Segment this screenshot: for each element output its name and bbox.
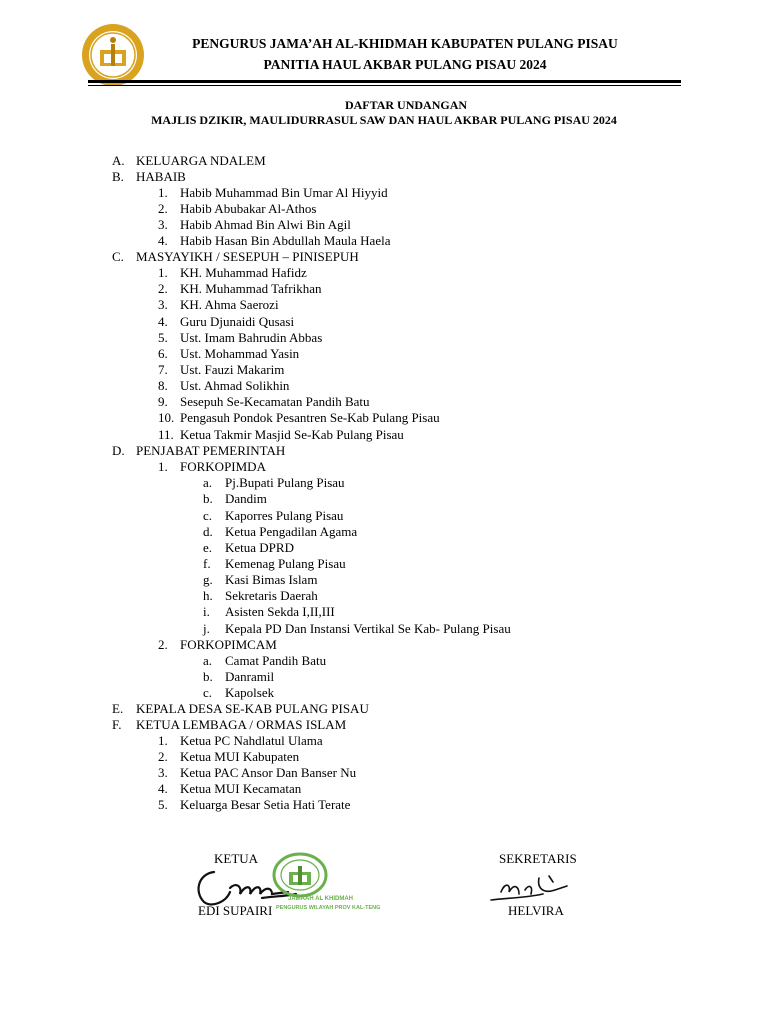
chairman-role: KETUA xyxy=(214,851,259,866)
document-subtitle: MAJLIS DZIKIR, MAULIDURRASUL SAW DAN HAUL AKBAR PULANG PISAU 2024 xyxy=(151,113,617,127)
handwritten-signature-icon xyxy=(485,868,571,908)
secretary-role: SEKRETARIS xyxy=(499,851,577,866)
stamp-text-bottom: PENGURUS WILAYAH PROV KAL-TENG xyxy=(276,905,381,911)
committee-name: PANITIA HAUL AKBAR PULANG PISAU 2024 xyxy=(263,57,547,72)
stamp-text-top: JAMAAH AL KHIDMAH xyxy=(288,896,353,902)
organization-name: PENGURUS JAMA’AH AL-KHIDMAH KABUPATEN PULANG PISAU xyxy=(192,36,618,51)
document-title: DAFTAR UNDANGAN xyxy=(344,98,468,112)
chairman-name: EDI SUPAIRI xyxy=(198,903,273,918)
al-khidmah-logo-icon xyxy=(80,22,146,88)
al-khidmah-stamp-icon xyxy=(262,852,381,918)
secretary-name: HELVIRA xyxy=(508,903,564,918)
header-divider-thin xyxy=(88,85,681,86)
header-divider xyxy=(88,80,681,83)
